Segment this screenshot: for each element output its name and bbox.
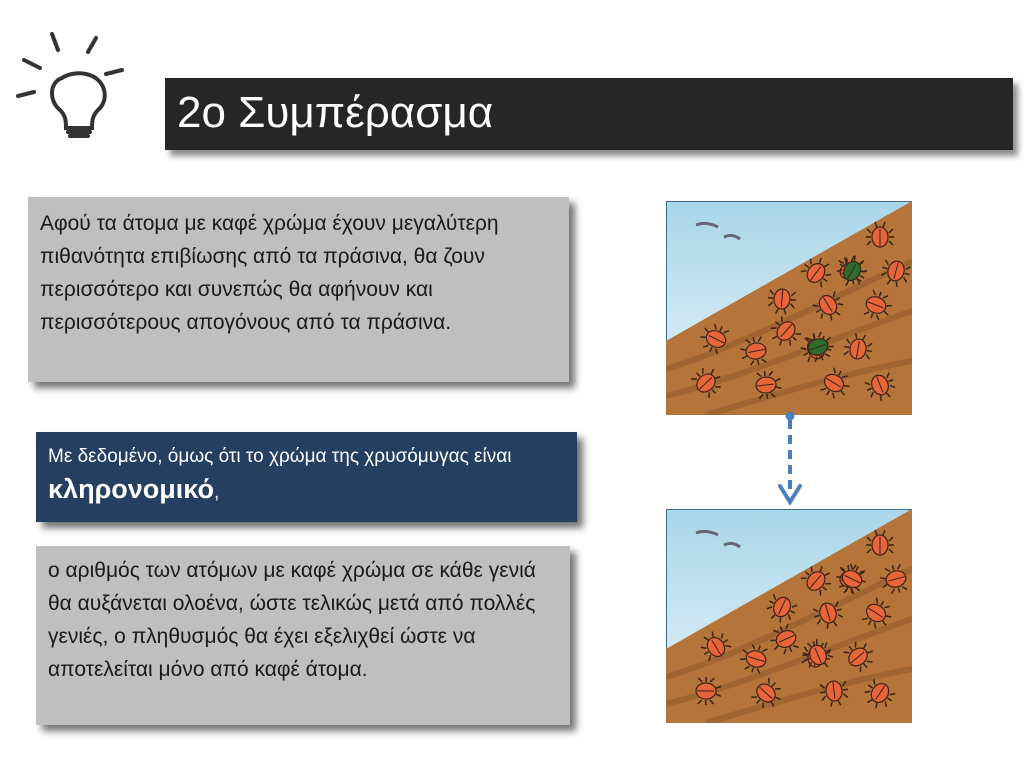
page-title: 2ο Συμπέρασμα [177, 88, 494, 137]
paragraph-survival: Αφού τα άτομα με καφέ χρώμα έχουν μεγαλύτερη πιθανότητα επιβίωσης από τα πράσινα, θα ζουν περισσότερο και συνεπώς θα αφήνουν και περισσότερους απογόνους από τα πράσινα. [40, 212, 499, 334]
paragraph-heredity-emphasis: κληρονομικό [48, 474, 214, 504]
title-bar [165, 78, 1013, 150]
text-box-heredity [36, 432, 577, 522]
paragraph-conclusion: ο αριθμός των ατόμων με καφέ χρώμα σε κάθε γενιά θα αυξάνεται ολοένα, ώστε τελικώς μετά από πολλές γενιές, ο πληθυσμός θα έχει εξελιχθεί ώστε να αποτελείται μόνο από καφέ άτομα. [48, 559, 536, 681]
arrow-down-icon [775, 408, 805, 508]
beetle-scene-before [666, 201, 912, 415]
beetle-scene-after [666, 509, 912, 723]
lightbulb-idea-icon [14, 30, 126, 138]
paragraph-heredity-end: , [213, 482, 220, 503]
paragraph-heredity-text: Με δεδομένο, όμως ότι το χρώμα της χρυσόμυγας είναι [48, 446, 512, 467]
text-box-conclusion [36, 546, 570, 725]
text-box-survival [28, 197, 569, 382]
